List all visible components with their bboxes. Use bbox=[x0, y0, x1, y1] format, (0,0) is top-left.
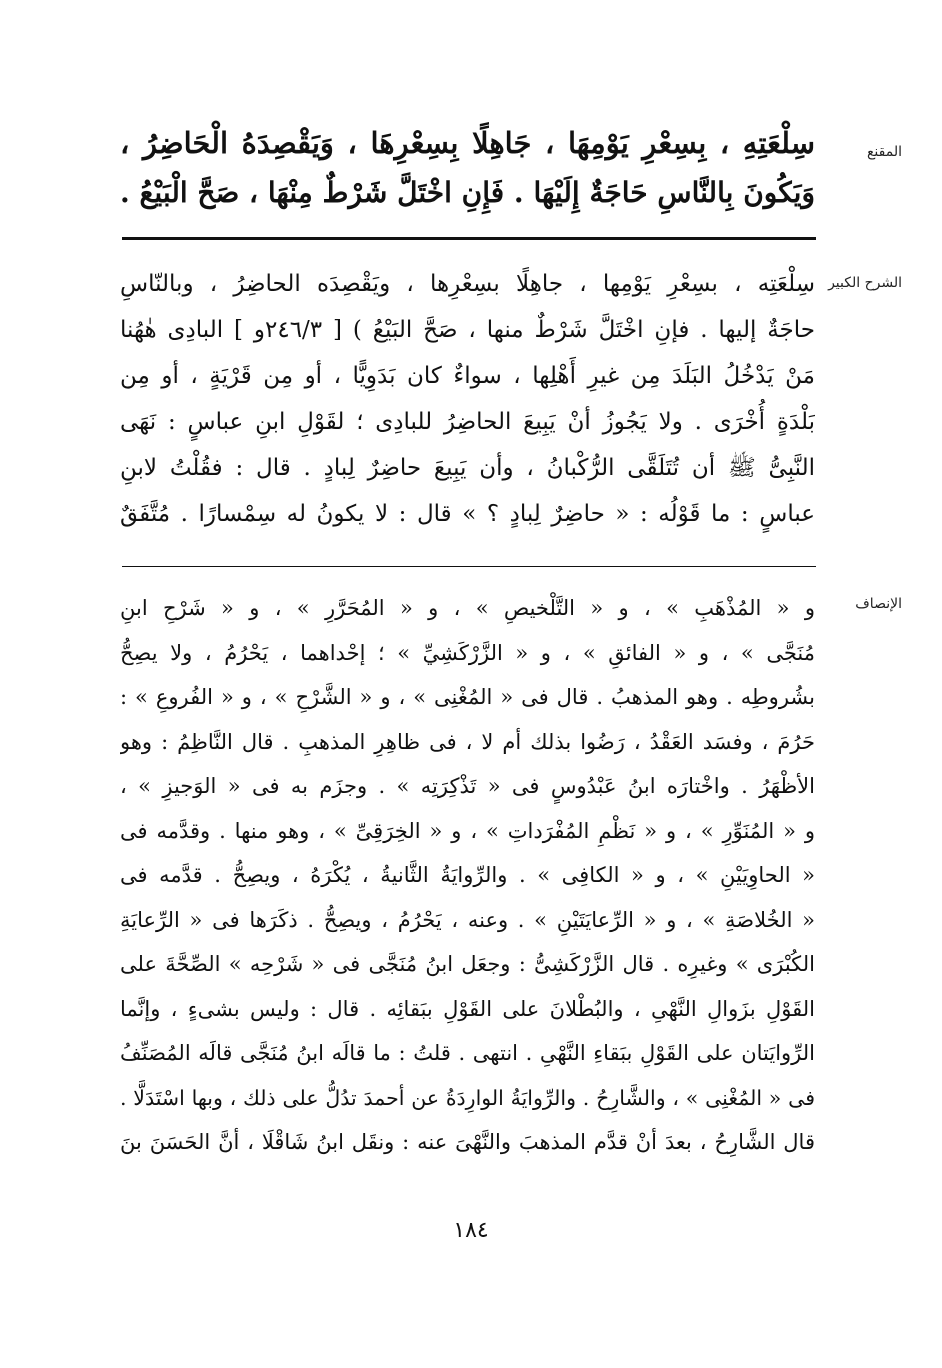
sharh-text bbox=[120, 261, 815, 537]
muqni-line: وَيَكُونَ بِالنَّاسِ حَاجَةٌ إِلَيْهَا . فَإِنِ اخْتَلَّ شَرْطٌ مِنْهَا ، صَحَّ الْبَيْعُ . bbox=[120, 176, 815, 209]
section-divider-thick bbox=[122, 237, 816, 240]
sharh-line: بَلْدَةٍ أُخْرَى . ولا يَجُوزُ أنْ يَبِيعَ الحاضِرُ للبادِى ؛ لقَوْلِ ابنِ عباسٍ : نَهَى bbox=[120, 409, 815, 435]
insaf-line: و « المُذْهَبِ » ، و « التَّلْخيصِ » ، و « المُحَرَّرِ » ، و « شَرْحِ ابنِ bbox=[120, 596, 815, 620]
insaf-line: الكُبْرَى » وغيرِه . قال الزَّرْكَشِىُّ : وجعَل ابنُ مُنَجَّى فى « شَرْحِه » الصِّحَّةَ على bbox=[120, 952, 815, 976]
insaf-label: الإنصاف bbox=[855, 596, 902, 612]
insaf-line: « الحاوِيَيْنِ » ، و « الكافِى » . والرِّوايَةُ الثَّانيةُ ، يُكْرَهُ ، ويصِحُّ . قدَّمه فى bbox=[120, 863, 815, 887]
insaf-line: « الخُلاصَةِ » ، و « الرِّعايَتَيْنِ » . وعنه ، يَحْرُمُ ، ويصِحُّ . ذكَرَها فى « الرِّعايَةِ bbox=[120, 907, 815, 932]
sharh-line: حاجَةٌ إليها . فإنِ اخْتَلَّ شَرْطٌ منها ، صَحَّ البَيْعُ ) [ ٢٤٦/٣و ] البادِى هٰهُنا bbox=[120, 317, 815, 343]
sharh-line: مَنْ يَدْخُلُ البَلَدَ مِن غيرِ أَهْلِها ، سواءٌ كان بَدَوِيًّا ، أو مِن قَرْيَةٍ ، أو مِن bbox=[120, 363, 815, 389]
insaf-line: حَرُمَ ، وفسَد العَقْدُ ، رَضُوا بذلك أم لا ، فى ظاهِرِ المذهبِ . قال النَّاظِمُ : وهو bbox=[120, 729, 815, 754]
insaf-line: الرِّوايَتان على القَوْلِ ببَقاءِ النَّهْىِ . انتهى . قلتُ : ما قالَه ابنُ مُنَجَّى قالَه المُصَنِّفُ bbox=[120, 1041, 815, 1065]
muqni-text bbox=[120, 118, 815, 218]
page-number: ١٨٤ bbox=[453, 1218, 489, 1243]
section-divider-thin bbox=[122, 566, 816, 567]
muqni-line: سِلْعَتِهِ ، بِسِعْرِ يَوْمِهَا ، جَاهِلًا بِسِعْرِهَا ، وَيَقْصِدَهُ الْحَاضِرُ ، bbox=[120, 126, 815, 160]
muqni-label: المقنع bbox=[866, 144, 902, 160]
insaf-line: و « المُنَوِّرِ » ، و « نَظْمِ المُفْرَداتِ » ، و « الخِرَقِىِّ » ، وهو منها . وقدَّمه فى bbox=[120, 818, 815, 843]
insaf-line: القَوْلِ بزَوالِ النَّهْىِ ، والبُطْلانَ على القَوْلِ ببَقائِه . قال : وليس بشىءٍ ، وإنَّما bbox=[120, 996, 815, 1021]
sharh-line: عباسٍ : ما قَوْلُه : « حاضِرٌ لِبادٍ ؟ » قال : لا يكونُ له سِمْسارًا . مُتَّفَقٌ bbox=[120, 501, 815, 527]
insaf-line: قال الشَّارِحُ ، بعدَ أنْ قدَّم المذهبَ والنَّهْىَ عنه : ونقَل ابنُ شَاقْلَا ، أنَّ الحَسَنَ بنَ bbox=[120, 1130, 815, 1154]
insaf-line: فى « المُغْنِى » ، والشَّارِحُ . والرِّوايَةُ الوارِدَةُ عن أحمدَ تدُلُّ على ذلك ، وبها اسْتَدَلَّا . bbox=[120, 1085, 815, 1110]
insaf-line: الأظْهَرُ . واخْتارَه ابنُ عَبْدُوسٍ فى « تَذْكِرَتِه » . وجزَم به فى « الوَجيزِ » ، bbox=[120, 774, 815, 798]
insaf-text bbox=[120, 586, 815, 1165]
sharh-line: النَّبِىُّ ﷺ أن تُتَلَقَّى الرُّكْبانُ ، وأن يَبِيعَ حاضِرٌ لِبادٍ . قال : فقُلْتُ لابنِ bbox=[120, 455, 815, 481]
insaf-line: بشُروطِه . وهو المذهبُ . قال فى « المُغْنِى » ، و « الشَّرْحِ » ، و « الفُروعِ » : bbox=[120, 685, 815, 709]
insaf-line: مُنَجَّى » ، و « الفائقِ » ، و « الزَّرْكَشِيِّ » ؛ إحْداهما ، يَحْرُمُ ، ولا يصِحُّ bbox=[120, 640, 815, 665]
sharh-line: سِلْعَتِه ، بسِعْرِ يَوْمِها ، جاهِلًا بسِعْرِها ، ويَقْصِدَه الحاضِرُ ، وبالنّاسِ bbox=[120, 271, 815, 297]
sharh-label: الشرح الكبير bbox=[828, 275, 902, 291]
